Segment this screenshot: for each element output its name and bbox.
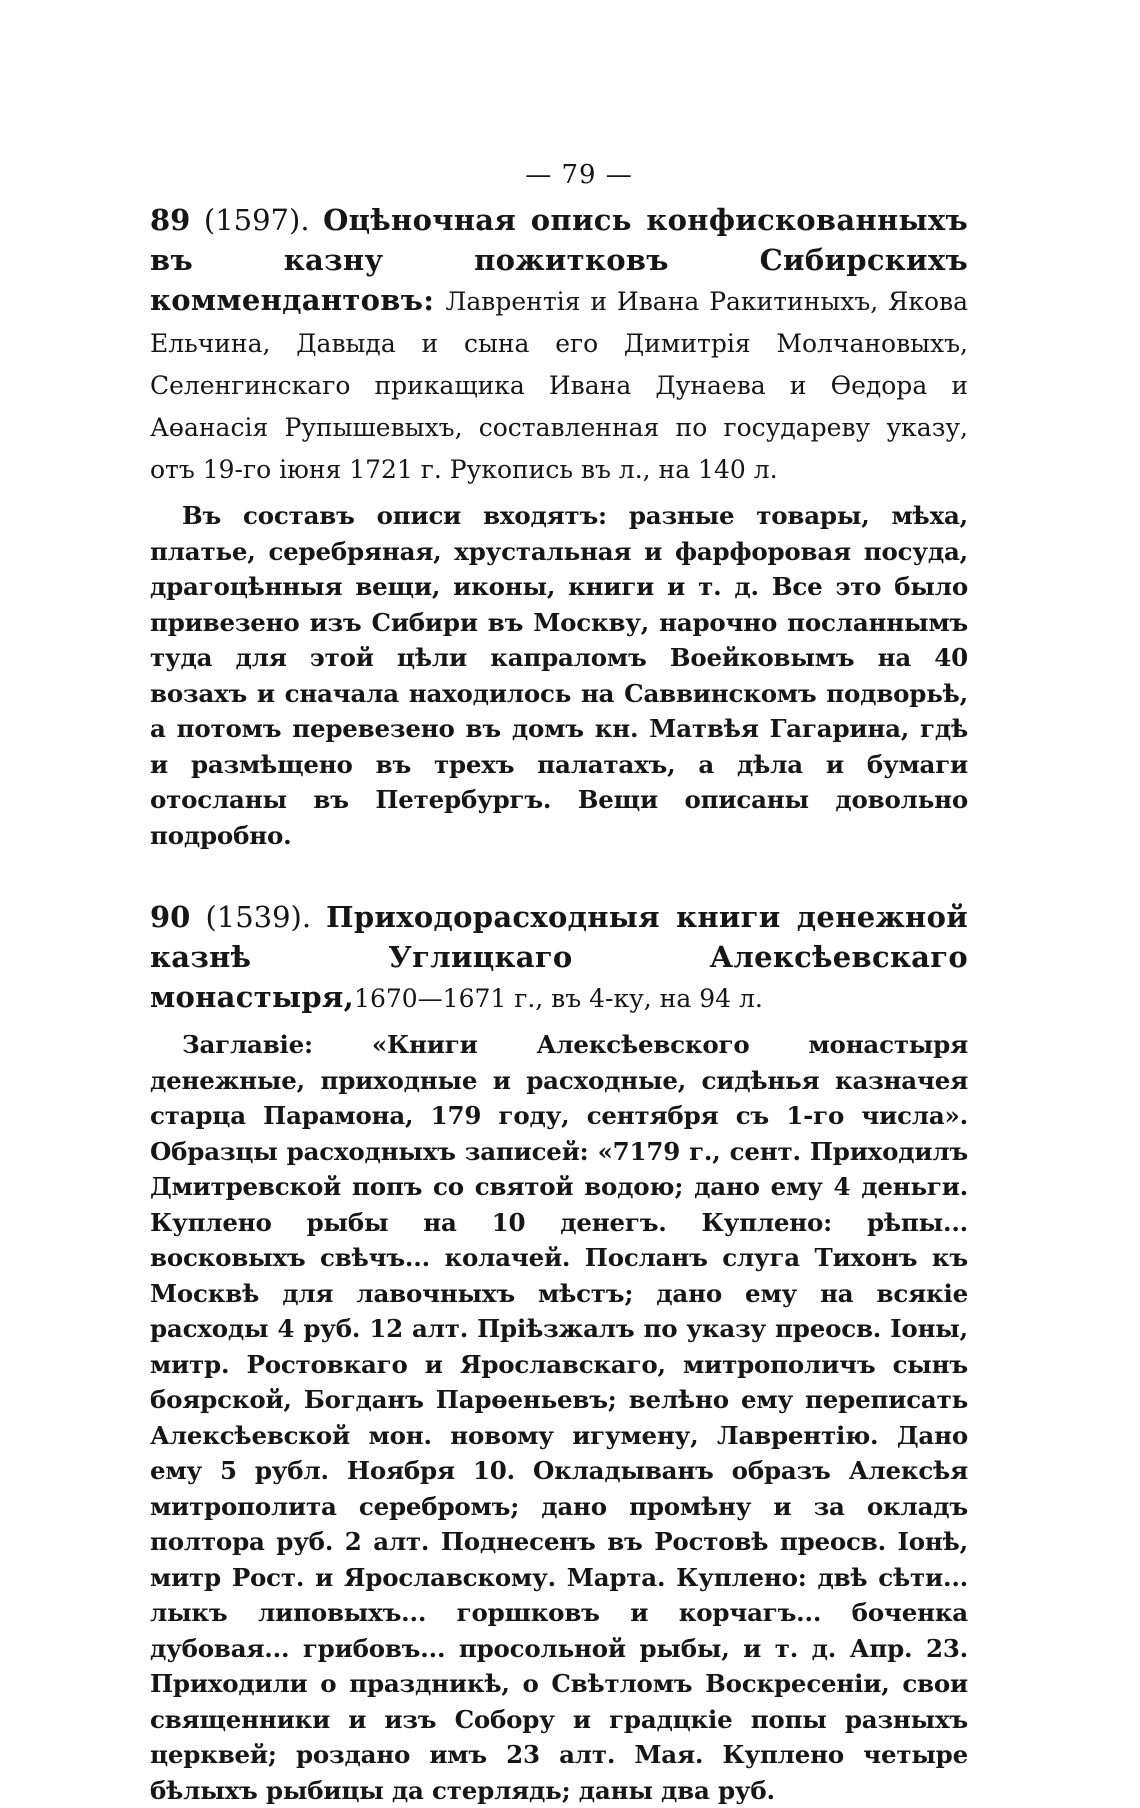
entry-heading (150, 200, 968, 490)
entry-description: 1670—1671 г., въ 4-ку, на 94 л. (354, 984, 763, 1013)
spacer (150, 1019, 968, 1027)
document-page (150, 160, 968, 1808)
entry-body: Въ составъ описи входятъ: разные товары, мѣха, платье, серебряная, хрустальная и фарфоровая посуда, драгоцѣнныя вещи, иконы, книги и т. д. Все это было привезено изъ Сибири въ Москву, нарочно посланнымъ туда для этой цѣли капраломъ Воейковымъ на 40 возахъ и сначала находилось на Саввинскомъ подворьѣ, а потомъ перевезено въ домъ кн. Матвѣя Гагарина, гдѣ и размѣщено въ трехъ палатахъ, а дѣла и бумаги отосланы въ Петербургъ. Вещи описаны довольно подробно. (150, 501, 968, 850)
section-spacer (150, 853, 968, 897)
spacer (150, 490, 968, 498)
entry-code: (1597). (203, 203, 310, 237)
entry-number: 90 (150, 900, 191, 934)
entry-description: Лаврентія и Ивана Ракитиныхъ, Якова Ельчина, Давыда и сына его Димитрія Молчановыхъ, Селенгинскаго прикащика Ивана Дунаева и Өедора и Аөанасія Рупышевыхъ, составленная по государеву указу, отъ 19-го іюня 1721 г. Рукопись въ л., на 140 л. (150, 287, 968, 484)
entry-title: Оцѣночная опись конфискованныхъ въ казну пожитковъ Сибирскихъ коммендантовъ: (150, 203, 969, 317)
entry-number: 89 (150, 203, 191, 237)
entry-heading (150, 897, 968, 1019)
entry-body: Заглавіе: «Книги Алексѣевского монастыря денежные, приходные и расходные, сидѣнья казначея старца Парамона, 179 году, сентября съ 1-го числа». Образцы расходныхъ записей: «7179 г., сент. Приходилъ Дмитревской попъ со святой водою; дано ему 4 деньги. Куплено рыбы на 10 денегъ. Куплено: рѣпы... восковыхъ свѣчъ... колачей. Посланъ слуга Тихонъ къ Москвѣ для лавочныхъ мѣстъ; дано ему на всякіе расходы 4 руб. 12 алт. Пріѣзжалъ по указу преосв. Іоны, митр. Ростовкаго и Ярославскаго, митрополичъ сынъ боярской, Богданъ Парөеньевъ; велѣно ему переписать Алексѣевской мон. новому игумену, Лаврентію. Дано ему 5 рубл. Ноября 10. Окладыванъ образъ Алексѣя митрополита серебромъ; дано промѣну и за окладъ полтора руб. 2 алт. Поднесенъ въ Ростовѣ преосв. Іонѣ, митр Рост. и Ярославскому. Марта. Куплено: двѣ сѣти... лыкъ липовыхъ... горшковъ и корчагъ... боченка дубовая... грибовъ... просольной рыбы, и т. д. Апр. 23. Приходили о праздникѣ, о Свѣтломъ Воскресеніи, свои священники и изъ Собору и градцкіе попы разныхъ церквей; роздано имъ 23 алт. Мая. Куплено четыре бѣлыхъ рыбицы да стерлядь; даны два руб. (150, 1030, 968, 1805)
entry-title: Приходорасходныя книги денежной казнѣ Углицкаго Алексѣевскаго монастыря, (150, 900, 969, 1014)
entry-code: (1539). (205, 900, 312, 934)
catalog-entry-89 (150, 200, 968, 853)
page-number: — 79 — (525, 160, 633, 190)
catalog-entry-90 (150, 897, 968, 1808)
